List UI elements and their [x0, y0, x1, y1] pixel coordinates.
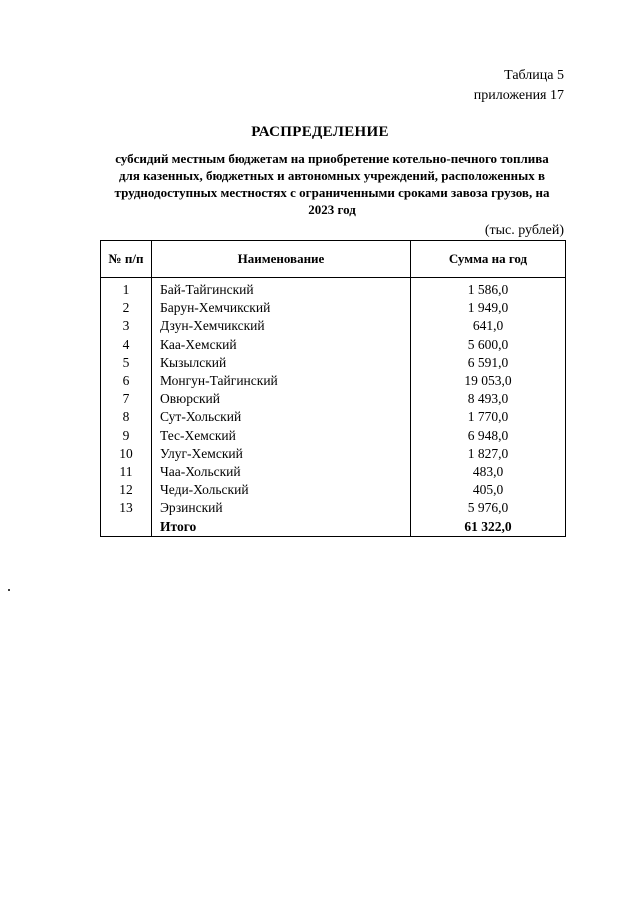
- table-row: [101, 372, 566, 390]
- subtitle-line: 2023 год: [308, 202, 356, 217]
- row-number: 12: [101, 481, 152, 499]
- annex-reference: [474, 66, 564, 106]
- units-note: (тыс. рублей): [484, 223, 564, 238]
- total-label: Итого: [152, 518, 411, 537]
- table-number: Таблица 5: [504, 68, 564, 83]
- document-subtitle: [100, 150, 564, 218]
- row-number: 6: [101, 372, 152, 390]
- row-name: Эрзинский: [152, 499, 411, 517]
- row-number: 3: [101, 317, 152, 335]
- table-row: [101, 354, 566, 372]
- column-header-sum: Сумма на год: [411, 241, 566, 278]
- row-sum: 405,0: [411, 481, 566, 499]
- row-name: Сут-Хольский: [152, 408, 411, 426]
- distribution-table: [100, 240, 566, 537]
- row-sum: 5 600,0: [411, 336, 566, 354]
- table-row: [101, 463, 566, 481]
- row-name: Монгун-Тайгинский: [152, 372, 411, 390]
- appendix-number: приложения 17: [473, 88, 564, 103]
- row-name: Кызылский: [152, 354, 411, 372]
- table-row: [101, 499, 566, 517]
- row-name: Улуг-Хемский: [152, 445, 411, 463]
- table-header-row: [101, 241, 566, 278]
- row-number: 11: [101, 463, 152, 481]
- row-name: Дзун-Хемчикский: [152, 317, 411, 335]
- row-sum: 6 591,0: [411, 354, 566, 372]
- row-sum: 5 976,0: [411, 499, 566, 517]
- document-title: РАСПРЕДЕЛЕНИЕ: [251, 124, 389, 140]
- table-row: [101, 427, 566, 445]
- table-row: [101, 336, 566, 354]
- row-number: 13: [101, 499, 152, 517]
- table-row: [101, 278, 566, 300]
- table-row: [101, 390, 566, 408]
- row-name: Чаа-Хольский: [152, 463, 411, 481]
- table-row: [101, 481, 566, 499]
- total-row: [101, 518, 566, 537]
- row-sum: 641,0: [411, 317, 566, 335]
- table-row: [101, 408, 566, 426]
- row-number: 2: [101, 299, 152, 317]
- row-name: Барун-Хемчикский: [152, 299, 411, 317]
- row-number: 4: [101, 336, 152, 354]
- row-number: 5: [101, 354, 152, 372]
- total-number-empty: [101, 518, 152, 537]
- row-name: Чеди-Хольский: [152, 481, 411, 499]
- table-row: [101, 317, 566, 335]
- row-sum: 1 770,0: [411, 408, 566, 426]
- row-number: 10: [101, 445, 152, 463]
- total-sum: 61 322,0: [411, 518, 566, 537]
- row-sum: 1 949,0: [411, 299, 566, 317]
- row-number: 7: [101, 390, 152, 408]
- row-sum: 483,0: [411, 463, 566, 481]
- row-number: 8: [101, 408, 152, 426]
- row-sum: 19 053,0: [411, 372, 566, 390]
- column-header-number: № п/п: [101, 241, 152, 278]
- row-sum: 1 586,0: [411, 278, 566, 300]
- table-row: [101, 445, 566, 463]
- row-name: Тес-Хемский: [152, 427, 411, 445]
- subtitle-line: труднодоступных местностях с ограниченными сроками завоза грузов, на: [114, 185, 550, 200]
- row-name: Каа-Хемский: [152, 336, 411, 354]
- row-sum: 8 493,0: [411, 390, 566, 408]
- row-number: 9: [101, 427, 152, 445]
- table-row: [101, 299, 566, 317]
- row-number: 1: [101, 278, 152, 300]
- row-name: Овюрский: [152, 390, 411, 408]
- subtitle-line: для казенных, бюджетных и автономных учреждений, расположенных в: [118, 168, 546, 183]
- subtitle-line: субсидий местным бюджетам на приобретение котельно-печного топлива: [115, 151, 549, 166]
- row-sum: 1 827,0: [411, 445, 566, 463]
- scan-speck: [8, 589, 10, 591]
- row-name: Бай-Тайгинский: [152, 278, 411, 300]
- column-header-name: Наименование: [152, 241, 411, 278]
- row-sum: 6 948,0: [411, 427, 566, 445]
